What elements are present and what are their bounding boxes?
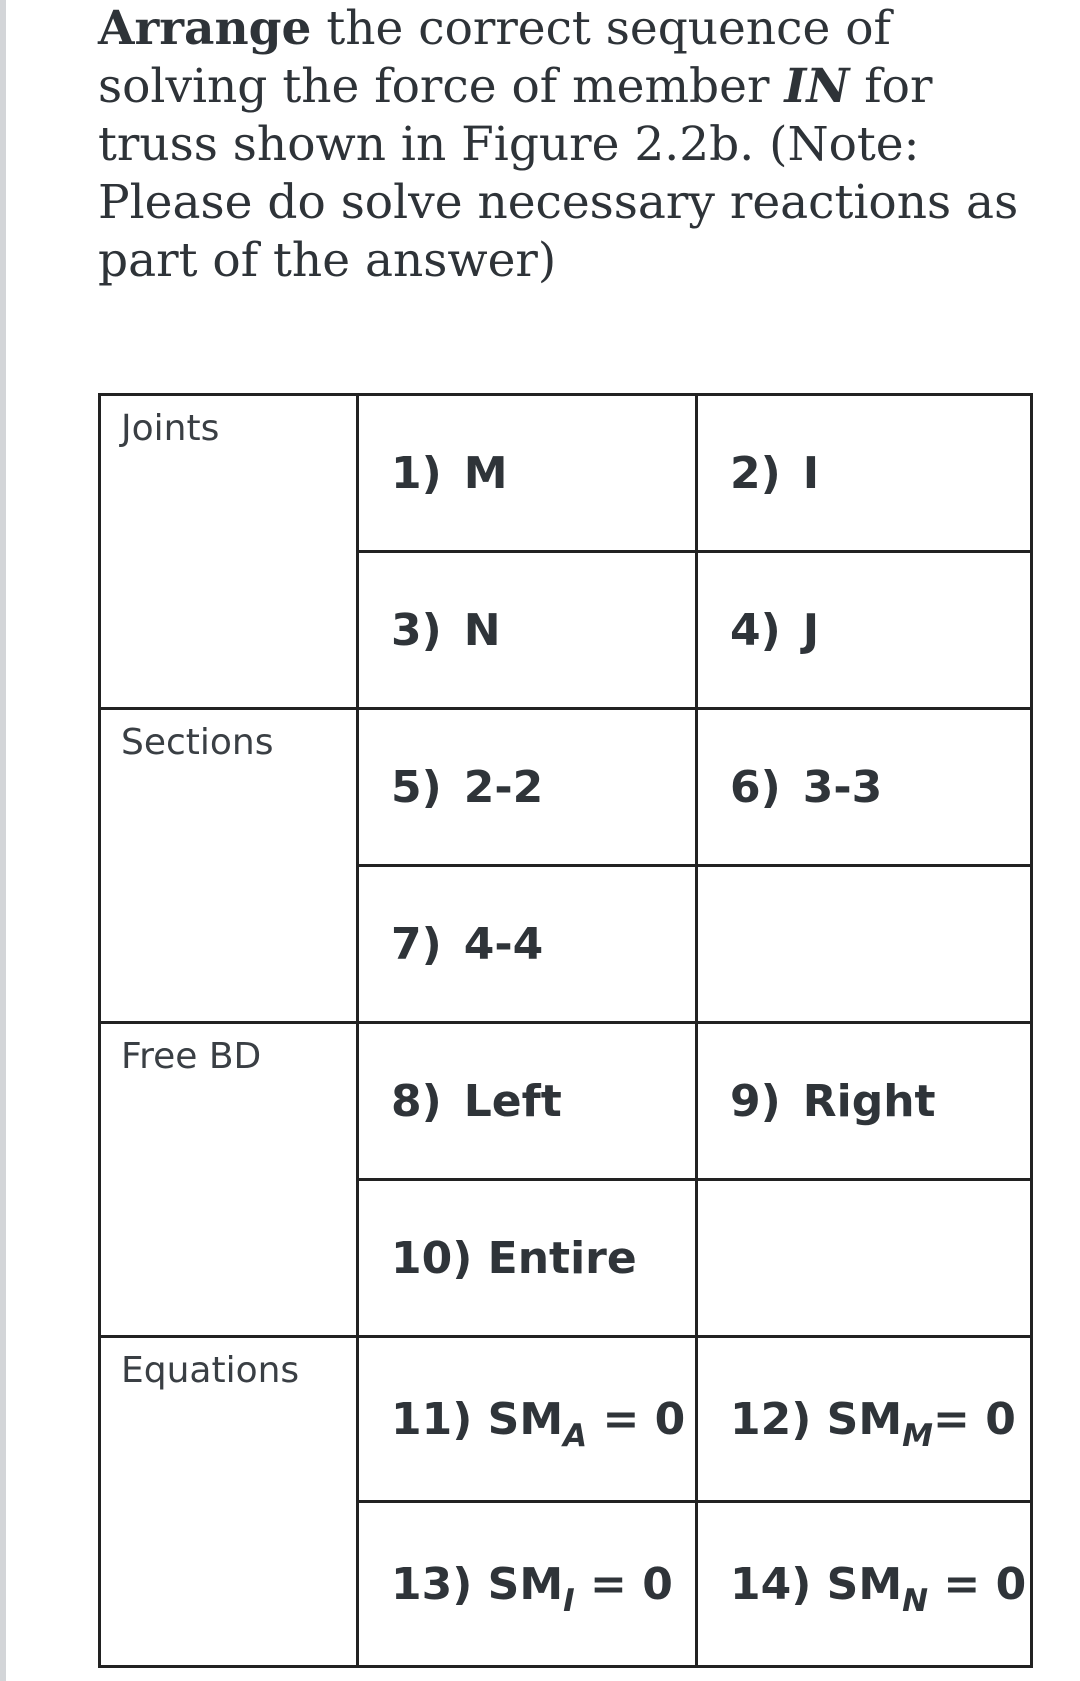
equation-base: SM (487, 1558, 564, 1610)
option-5[interactable] (358, 709, 697, 866)
equation-base: SM (826, 1393, 903, 1445)
option-number: 14) (730, 1558, 812, 1610)
equation-rest: = 0 (933, 1393, 1016, 1445)
table-row (100, 709, 1032, 866)
options-table (98, 393, 1033, 1668)
option-number: 5) (391, 761, 442, 813)
table-row (100, 1023, 1032, 1180)
option-label: Left (463, 1075, 562, 1127)
option-number: 8) (391, 1075, 442, 1127)
equation-subscript: M (902, 1417, 934, 1454)
option-label: 2-2 (463, 761, 544, 813)
empty-cell (697, 866, 1032, 1023)
option-6[interactable] (697, 709, 1032, 866)
option-10[interactable] (358, 1180, 697, 1337)
option-number: 12) (730, 1393, 812, 1445)
table-row (100, 395, 1032, 552)
option-number: 3) (391, 604, 442, 656)
equation-subscript: N (902, 1582, 929, 1619)
option-14[interactable] (697, 1502, 1032, 1667)
table-row (100, 1337, 1032, 1502)
option-number: 11) (391, 1393, 473, 1445)
option-number: 10) (391, 1232, 473, 1284)
left-margin-bar (0, 0, 6, 1681)
option-12[interactable] (697, 1337, 1032, 1502)
option-number: 2) (730, 447, 781, 499)
option-number: 7) (391, 918, 442, 970)
option-13[interactable] (358, 1502, 697, 1667)
option-label: Entire (487, 1232, 637, 1284)
option-3[interactable] (358, 552, 697, 709)
equation-base: SM (487, 1393, 564, 1445)
option-label: M (463, 447, 508, 499)
option-label: J (802, 604, 820, 656)
option-number: 6) (730, 761, 781, 813)
equation-rest: = 0 (587, 1393, 686, 1445)
option-8[interactable] (358, 1023, 697, 1180)
group-equations: Equations (100, 1337, 358, 1667)
empty-cell (697, 1180, 1032, 1337)
equation-subscript: A (563, 1417, 588, 1454)
member-label: IN (784, 59, 850, 114)
question-text-part-1: the correct sequence of solving the force of member (98, 1, 891, 114)
option-number: 13) (391, 1558, 473, 1610)
equation-subscript: I (563, 1582, 575, 1619)
option-label: 3-3 (802, 761, 883, 813)
option-7[interactable] (358, 866, 697, 1023)
option-number: 4) (730, 604, 781, 656)
group-joints: Joints (100, 395, 358, 709)
option-label: I (802, 447, 820, 499)
option-label: N (463, 604, 501, 656)
option-2[interactable] (697, 395, 1032, 552)
group-sections: Sections (100, 709, 358, 1023)
option-number: 9) (730, 1075, 781, 1127)
equation-rest: = 0 (574, 1558, 673, 1610)
option-9[interactable] (697, 1023, 1032, 1180)
equation-rest: = 0 (928, 1558, 1027, 1610)
option-label: 4-4 (463, 918, 544, 970)
option-11[interactable] (358, 1337, 697, 1502)
option-label: Right (802, 1075, 936, 1127)
group-free-bd: Free BD (100, 1023, 358, 1337)
question-text-part-2: for truss shown in Figure 2.2b. (Note: Please do solve necessary reactions as part of the answer) (98, 59, 1019, 288)
question-text (98, 0, 1058, 290)
option-4[interactable] (697, 552, 1032, 709)
equation-base: SM (826, 1558, 903, 1610)
question-lead-word: Arrange (98, 1, 312, 56)
option-number: 1) (391, 447, 442, 499)
option-1[interactable] (358, 395, 697, 552)
